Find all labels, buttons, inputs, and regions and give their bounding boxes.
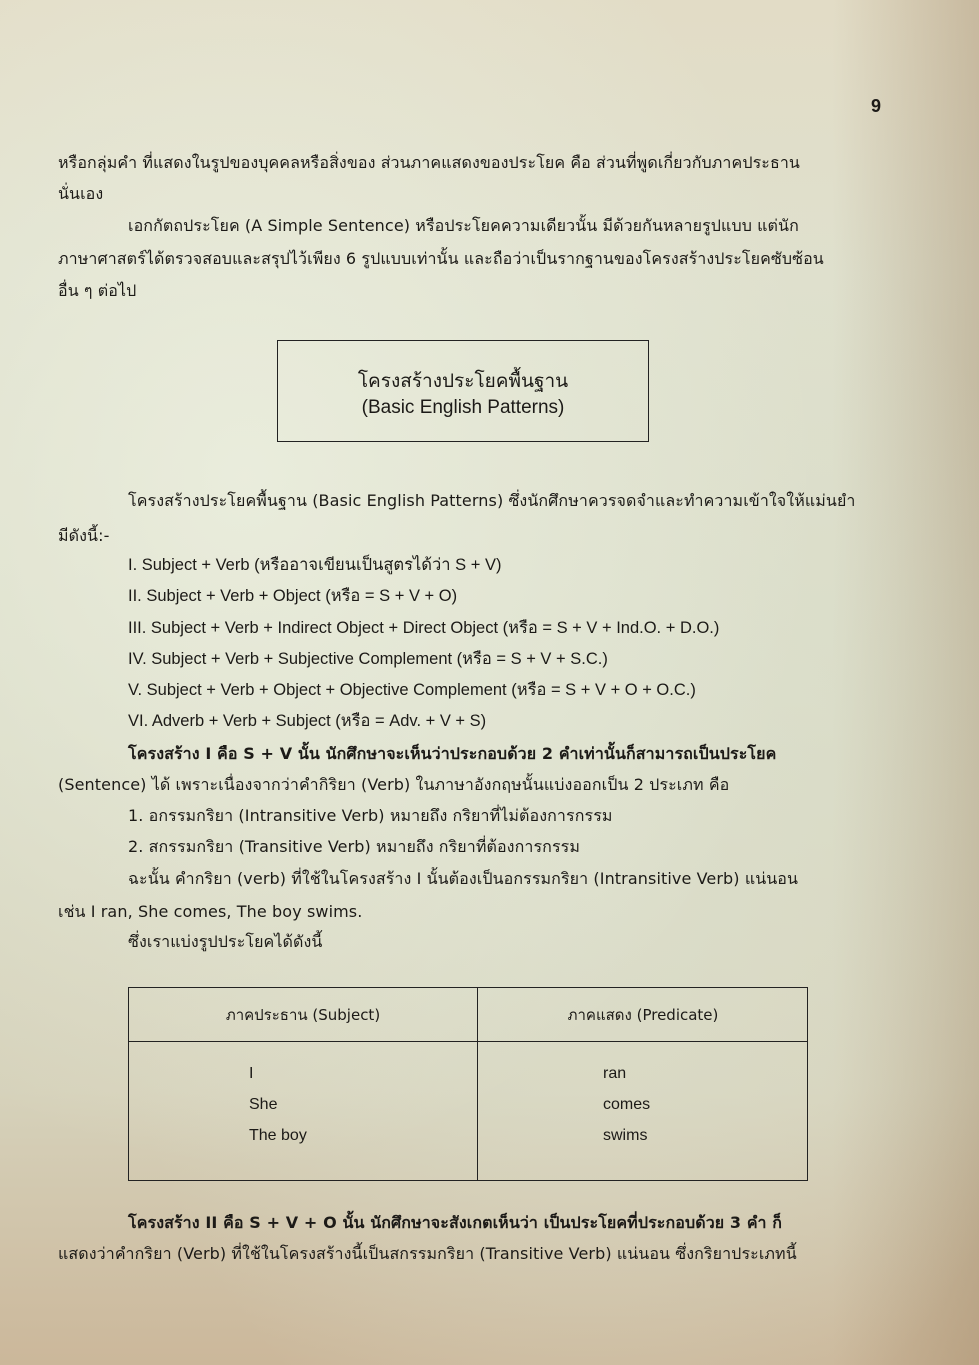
structure-one-line-3: ฉะนั้น คำกริยา (verb) ที่ใช้ในโครงสร้าง I นั้นต้องเป็นอกรรมกริยา (Intransitive Verb) แน่นอน xyxy=(128,869,799,888)
predicate-column xyxy=(477,988,808,1180)
intro-line-1: หรือกลุ่มคำ ที่แสดงในรูปของบุคคลหรือสิ่งของ ส่วนภาคแสดงของประโยค คือ ส่วนที่พูดเกี่ยวกับภาคประธาน xyxy=(58,153,800,172)
pattern-item-6: VI. Adverb + Verb + Subject (หรือ = Adv. + V + S) xyxy=(128,712,487,730)
patterns-intro-line-2: มีดังนี้:- xyxy=(58,526,110,545)
predicate-cell: comes xyxy=(603,1096,651,1113)
structure-one-line-4: เช่น I ran, She comes, The boy swims. xyxy=(58,902,363,921)
verb-type-transitive: 2. สกรรมกริยา (Transitive Verb) หมายถึง กริยาที่ต้องการกรรม xyxy=(128,837,580,856)
subject-cell: She xyxy=(249,1096,278,1113)
predicate-header: ภาคแสดง (Predicate) xyxy=(478,988,808,1042)
simple-sentence-line-2: ภาษาศาสตร์ได้ตรวจสอบและสรุปไว้เพียง 6 รูปแบบเท่านั้น และถือว่าเป็นรากฐานของโครงสร้างประโยคซับซ้อน xyxy=(58,249,824,268)
pattern-item-3: III. Subject + Verb + Indirect Object + Direct Object (หรือ = S + V + Ind.O. + D.O.) xyxy=(128,619,720,637)
simple-sentence-line-1: เอกกัตถประโยค (A Simple Sentence) หรือประโยคความเดียวนั้น มีด้วยกันหลายรูปแบบ แต่นัก xyxy=(128,216,799,235)
simple-sentence-line-3: อื่น ๆ ต่อไป xyxy=(58,281,137,300)
subject-cell: I xyxy=(249,1065,254,1082)
structure-two-line-1: โครงสร้าง II คือ S + V + O นั้น นักศึกษาจะสังเกตเห็นว่า เป็นประโยคที่ประกอบด้วย 3 คำ ก็ xyxy=(128,1213,783,1232)
structure-one-line-1: โครงสร้าง I คือ S + V นั้น นักศึกษาจะเห็นว่าประกอบด้วย 2 คำเท่านั้นก็สามารถเป็นประโยค xyxy=(128,744,777,763)
pattern-item-1: I. Subject + Verb (หรืออาจเขียนเป็นสูตรได้ว่า S + V) xyxy=(128,556,502,574)
subject-column xyxy=(129,988,477,1180)
pattern-item-5: V. Subject + Verb + Object + Objective Complement (หรือ = S + V + O + O.C.) xyxy=(128,681,696,699)
subject-cell: The boy xyxy=(249,1127,307,1144)
pattern-item-4: IV. Subject + Verb + Subjective Complement (หรือ = S + V + S.C.) xyxy=(128,650,608,668)
subject-header: ภาคประธาน (Subject) xyxy=(129,988,477,1042)
subject-predicate-table xyxy=(128,987,808,1181)
structure-two-line-2: แสดงว่าคำกริยา (Verb) ที่ใช้ในโครงสร้างนี้เป็นสกรรมกริยา (Transitive Verb) แน่นอน ซึ่งกริยาประเภทนี้ xyxy=(58,1244,797,1263)
structure-one-line-2: (Sentence) ได้ เพราะเนื่องจากว่าคำกิริยา (Verb) ในภาษาอังกฤษนั้นแบ่งออกเป็น 2 ประเภท คือ xyxy=(58,775,730,794)
pattern-item-2: II. Subject + Verb + Object (หรือ = S + V + O) xyxy=(128,587,458,605)
verb-type-intransitive: 1. อกรรมกริยา (Intransitive Verb) หมายถึง กริยาที่ไม่ต้องการกรรม xyxy=(128,806,613,825)
page-number: 9 xyxy=(871,96,882,116)
section-title-box xyxy=(277,340,649,442)
intro-line-2: นั่นเอง xyxy=(58,184,104,203)
section-title-english: (Basic English Patterns) xyxy=(361,397,565,418)
structure-one-line-5: ซึ่งเราแบ่งรูปประโยคได้ดังนี้ xyxy=(128,932,323,951)
section-title-thai: โครงสร้างประโยคพื้นฐาน xyxy=(357,370,569,392)
predicate-cell: swims xyxy=(603,1127,648,1144)
predicate-cell: ran xyxy=(603,1065,627,1082)
patterns-intro-line-1: โครงสร้างประโยคพื้นฐาน (Basic English Patterns) ซึ่งนักศึกษาควรจดจำและทำความเข้าใจให้แม่นยำ xyxy=(128,491,856,510)
